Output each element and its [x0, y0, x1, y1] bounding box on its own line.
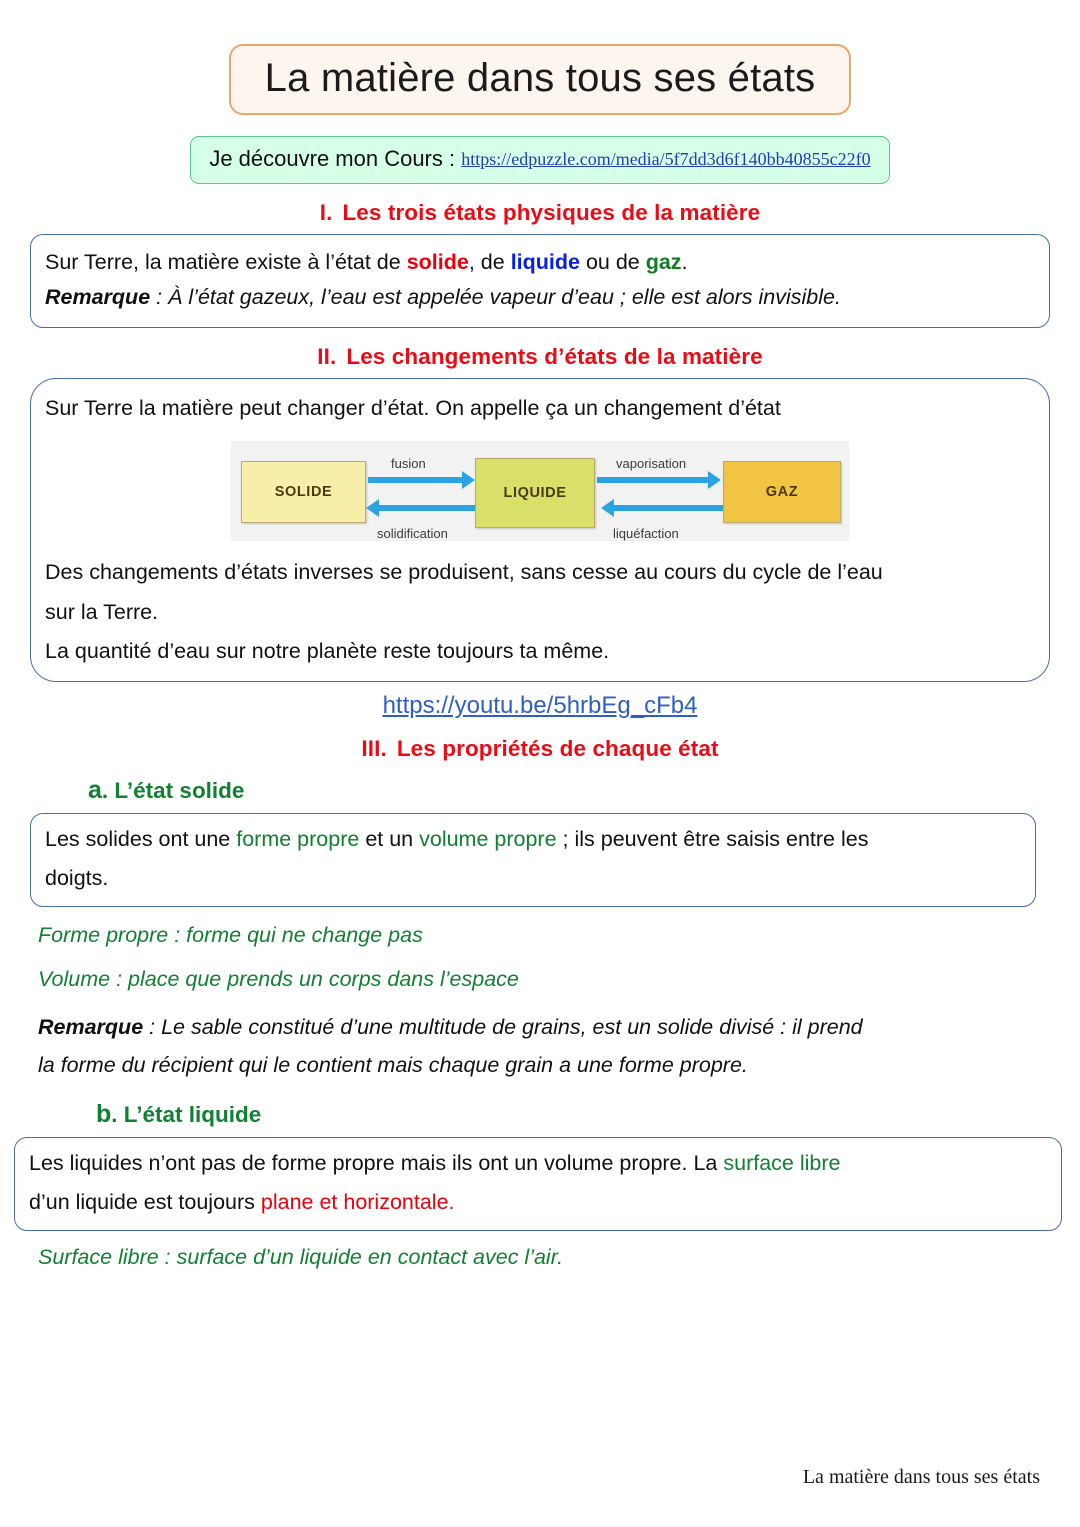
subsection-a-heading: [88, 776, 1080, 805]
section-3-number: III.: [361, 735, 387, 761]
keyword-surface-libre: surface libre: [723, 1151, 841, 1176]
solid-box-line-2: doigts.: [45, 865, 109, 890]
diagram-state-liquide: LIQUIDE: [475, 458, 595, 528]
s1-text-part1: Sur Terre, la matière existe à l’état de: [45, 250, 407, 274]
section-2-after-line-2: sur la Terre.: [45, 599, 159, 624]
arrow-liquefaction-head: [601, 499, 614, 517]
section-2-box: [30, 378, 1050, 682]
section-2-after-line-1: Des changements d’états inverses se produisent, sans cesse au cours du cycle de l’eau: [45, 560, 883, 585]
subsection-a-box: [30, 813, 1036, 907]
diagram-label-solidification: solidification: [377, 526, 448, 542]
section-1-title: Les trois états physiques de la matière: [342, 200, 761, 225]
s1-text-part2: , de: [468, 250, 511, 274]
liquid-box-line-1: [29, 1146, 1047, 1181]
section-1-line-1: [45, 245, 1035, 280]
title-container: [0, 0, 1080, 115]
keyword-forme-propre: forme propre: [236, 826, 360, 851]
subsection-b-letter: b: [96, 1100, 112, 1129]
subsection-a-letter: a: [88, 775, 102, 804]
subsection-a-remark: [38, 1009, 1040, 1084]
remark-text: : À l’état gazeux, l’eau est appelée vapeur d’eau ; elle est alors invisible.: [150, 284, 841, 309]
section-2-lead: Sur Terre la matière peut changer d’état. On appelle ça un changement d’état: [45, 395, 781, 420]
keyword-plane-horizontale: plane et horizontale.: [260, 1190, 455, 1215]
section-1-remark: [45, 280, 1035, 315]
definition-forme-propre: Forme propre : forme qui ne change pas: [38, 922, 423, 947]
section-1-box: [30, 234, 1050, 328]
page-footer: La matière dans tous ses états: [802, 1466, 1040, 1488]
s1-text-part3: ou de: [579, 250, 646, 274]
solid-box-line-1: [45, 822, 1021, 857]
arrow-fusion-line: [368, 477, 462, 483]
state-change-diagram: [231, 441, 849, 541]
solid-part3: ; ils peuvent être saisis entre les: [556, 826, 869, 851]
youtube-link-container: [0, 692, 1080, 720]
edpuzzle-link[interactable]: https://edpuzzle.com/media/5f7dd3d6f140bb40855c22f0: [461, 149, 871, 169]
keyword-liquide: liquide: [510, 250, 580, 274]
remark-a-line-1: : Le sable constitué d’une multitude de grains, est un solide divisé : il prend: [143, 1015, 863, 1040]
section-3-heading: [0, 736, 1080, 762]
keyword-volume-propre: volume propre: [419, 826, 557, 851]
definition-volume: Volume : place que prends un corps dans l’espace: [38, 966, 519, 991]
liquid-box-line-2: [29, 1185, 1047, 1220]
subsection-b-label: . L’état liquide: [111, 1102, 262, 1128]
section-1-heading: [0, 200, 1080, 226]
course-banner-label: Je découvre mon Cours :: [209, 146, 456, 171]
diagram-label-fusion: fusion: [391, 456, 426, 472]
liquid-part1: Les liquides n’ont pas de forme propre mais ils ont un volume propre. La: [29, 1151, 724, 1176]
solid-part1: Les solides ont une: [45, 826, 237, 851]
s1-text-part4: .: [681, 250, 688, 274]
definition-surface-libre: Surface libre : surface d’un liquide en contact avec l’air.: [38, 1244, 564, 1269]
arrow-vaporisation-line: [597, 477, 708, 483]
solid-part2: et un: [359, 826, 420, 851]
arrow-solidification-line: [379, 505, 475, 511]
section-1-number: I.: [319, 200, 333, 225]
section-2-heading: [0, 344, 1080, 370]
page-title: La matière dans tous ses états: [229, 44, 852, 115]
section-2-title: Les changements d’états de la matière: [346, 343, 763, 369]
arrow-liquefaction-line: [614, 505, 723, 511]
course-banner: [190, 136, 889, 184]
diagram-label-vaporisation: vaporisation: [616, 456, 687, 472]
arrow-fusion-head: [462, 471, 475, 489]
remark-label: Remarque: [45, 284, 151, 309]
remark-a-label: Remarque: [38, 1015, 144, 1040]
subsection-a-label: . L’état solide: [101, 777, 245, 803]
remark-a-line-2: la forme du récipient qui le contient mais chaque grain a une forme propre.: [38, 1052, 748, 1077]
diagram-state-solide: SOLIDE: [241, 461, 366, 523]
liquid-line2-part1: d’un liquide est toujours: [29, 1190, 261, 1215]
arrow-vaporisation-head: [708, 471, 721, 489]
youtube-link[interactable]: https://youtu.be/5hrbEg_cFb4: [382, 691, 698, 719]
section-2-number: II.: [317, 343, 337, 369]
keyword-gaz: gaz: [645, 250, 682, 274]
section-2-after-line-3: La quantité d’eau sur notre planète reste toujours ta même.: [45, 638, 610, 663]
subsection-b-heading: [96, 1100, 1080, 1129]
section-3-title: Les propriétés de chaque état: [396, 735, 719, 761]
keyword-solide: solide: [406, 250, 469, 274]
diagram-state-gaz: GAZ: [723, 461, 841, 523]
course-banner-container: [0, 136, 1080, 184]
subsection-b-box: [14, 1137, 1062, 1231]
arrow-solidification-head: [366, 499, 379, 517]
diagram-label-liquefaction: liquéfaction: [613, 526, 679, 542]
